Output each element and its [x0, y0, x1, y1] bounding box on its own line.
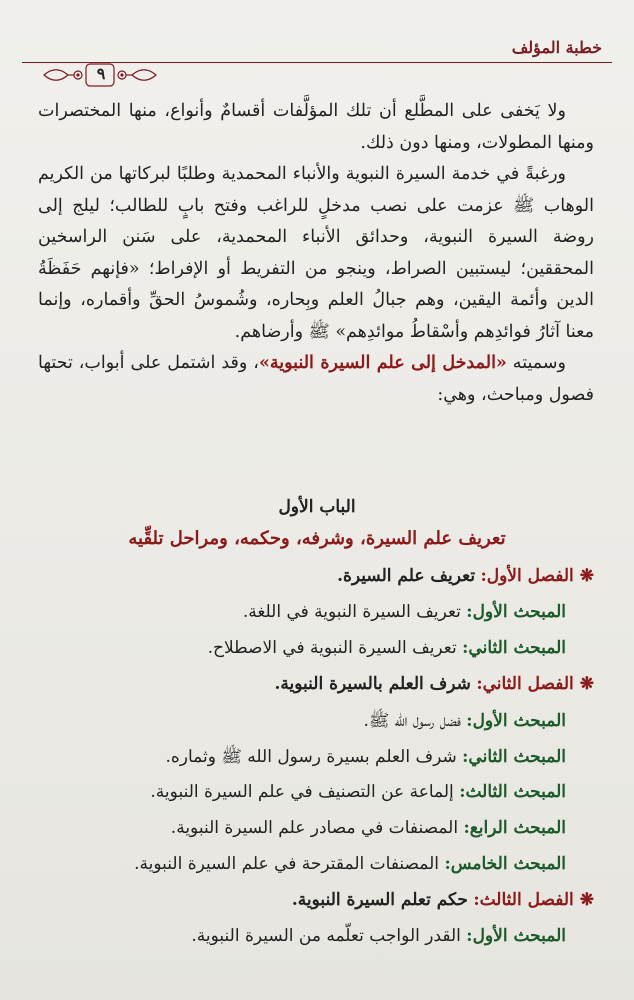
toc-section-row — [30, 566, 594, 602]
toc-label: الفصل الأول: — [480, 566, 574, 586]
star-bullet-icon: ❋ — [579, 566, 594, 586]
toc-title: تعريف السيرة النبوية في اللغة. — [242, 602, 461, 622]
toc-label: المبحث الخامس: — [444, 854, 566, 874]
toc-label: المبحث الأول: — [466, 926, 566, 946]
toc-label: المبحث الثاني: — [462, 747, 566, 767]
toc-label: الفصل الثالث: — [473, 890, 574, 910]
toc-topic-row — [30, 638, 594, 674]
toc-title: المصنفات في مصادر علم السيرة النبوية. — [170, 818, 459, 838]
toc-title: شرف العلم بسيرة رسول الله ﷺ وثماره. — [165, 747, 457, 767]
toc-label: المبحث الأول: — [466, 711, 566, 731]
book-title-quote: «المدخل إلى علم السيرة النبوية» — [258, 353, 507, 373]
toc-label: المبحث الأول: — [466, 602, 566, 622]
toc-topic-row — [30, 854, 594, 890]
table-of-contents — [30, 566, 594, 962]
running-header-title: خطبة المؤلف — [511, 38, 602, 57]
toc-topic-row — [30, 782, 594, 818]
toc-title: القدر الواجب تعلّمه من السيرة النبوية. — [191, 926, 461, 946]
toc-title: شرف العلم بالسيرة النبوية. — [274, 674, 471, 694]
star-bullet-icon: ❋ — [579, 674, 594, 694]
toc-topic-row — [30, 818, 594, 854]
intro-paragraph-1: ولا يَخفى على المطَّلع أن تلك المؤلَّفات أقسامٌ وأنواع، منها المختصرات ومنها المطولات، ومنها دون ذلك. — [38, 101, 594, 153]
toc-label: المبحث الثاني: — [462, 638, 566, 658]
toc-title: فضل رسول الله ﷺ. — [363, 711, 461, 731]
toc-title: إلماعة عن التصنيف في علم السيرة النبوية. — [150, 782, 454, 802]
toc-title: تعريف السيرة النبوية في الاصطلاح. — [207, 638, 457, 658]
intro-p3-before: وسميته — [506, 353, 566, 373]
page-number: ٩ — [96, 64, 106, 83]
toc-topic-row — [30, 746, 594, 782]
toc-topic-row — [30, 926, 594, 962]
toc-topic-row — [30, 602, 594, 638]
toc-title: المصنفات المقترحة في علم السيرة النبوية. — [134, 854, 440, 874]
toc-title: تعريف علم السيرة. — [337, 566, 476, 586]
intro-text — [38, 96, 594, 411]
toc-section-row — [30, 890, 594, 926]
toc-title: حكم تعلم السيرة النبوية. — [291, 890, 468, 910]
toc-label: المبحث الرابع: — [463, 818, 566, 838]
intro-paragraph-2: ورغبةً في خدمة السيرة النبوية والأنباء المحمدية وطلبًا لبركاتها من الكريم الوهاب ﷺ عزمت على نصب مدخلٍ للراغب وفتح بابٍ للطالب؛ ليلج إلى روضة السيرة النبوية، وحدائق الأنباء المحمدية، على سَنن الراسخين المحققين؛ ليستبين الصراط، وينجو من التفريط أو الإفراط؛ «فإنهم حَفَظَةُ الدين وأئمة اليقين، وهم جبالُ العلم وبِحاره، وشُموسُ الحقِّ وأقماره، وإنما معنا آثارُ فوائدِهم وأسْقاطُ موائدِهم» ﷺ وأرضاهم. — [38, 164, 594, 342]
toc-section-row — [30, 674, 594, 710]
toc-label: الفصل الثاني: — [476, 674, 574, 694]
chapter-subtitle: تعريف علم السيرة، وشرفه، وحكمه، ومراحل تلقِّيه — [128, 528, 506, 549]
star-bullet-icon: ❋ — [579, 890, 594, 910]
toc-topic-row — [30, 710, 594, 746]
intro-paragraph-3 — [38, 348, 594, 411]
intro-p3-after: ، وقد اشتمل على أبواب، تحتها فصول ومباحث، وهي: — [38, 353, 594, 405]
toc-label: المبحث الثالث: — [459, 782, 566, 802]
chapter-heading: الباب الأول — [278, 497, 356, 517]
